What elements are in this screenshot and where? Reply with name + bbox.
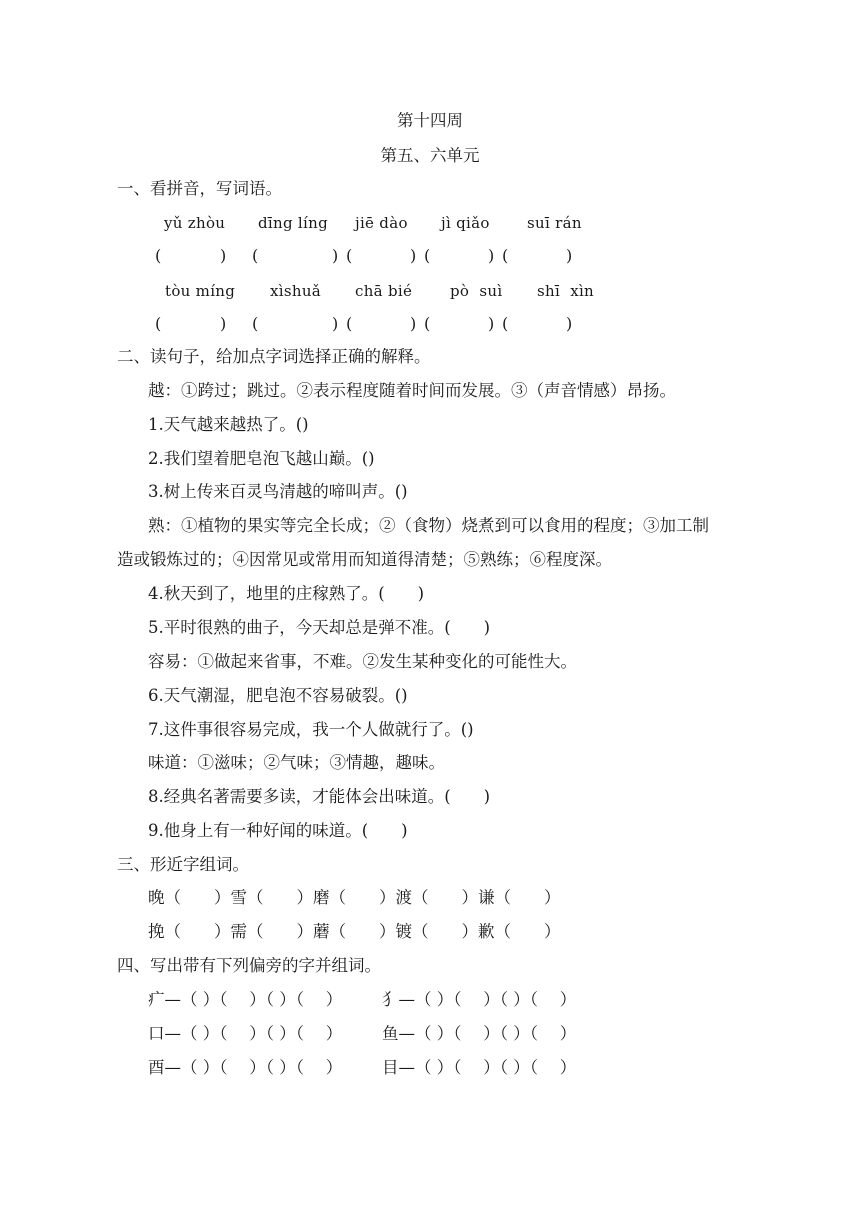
radical-row-1-left: 疒—（ ）（ ）（ ）（ ） [148,990,343,1009]
radical-row-3-left: 酉—（ ）（ ）（ ）（ ） [148,1058,343,1077]
answer-blank-close: ) [488,314,495,333]
section-2-heading: 二、读句子，给加点字词选择正确的解释。 [117,347,431,366]
definition-rongyi: 容易：①做起来省事，不难。②发生某种变化的可能性大。 [148,652,577,671]
radical-row-3-right: 目—（ ）（ ）（ ）（ ） [382,1058,577,1077]
section-4-heading: 四、写出带有下列偏旁的字并组词。 [117,956,381,975]
answer-blank-open: ( [155,246,162,265]
pinyin-item: suī rán [527,214,582,232]
radical-row-2-left: 口—（ ）（ ）（ ）（ ） [148,1024,343,1043]
similar-chars-row-2: 挽（ ）需（ ）蘑（ ）镀（ ）歉（ ） [148,922,561,941]
question-4: 4.秋天到了，地里的庄稼熟了。( ) [148,584,425,603]
answer-blank-open: ( [346,246,353,265]
section-3-heading: 三、形近字组词。 [117,855,249,874]
question-3: 3.树上传来百灵鸟清越的啼叫声。() [148,482,408,501]
pinyin-item: jiē dào [355,214,408,232]
pinyin-item: pò suì [450,282,503,300]
answer-blank-open: ( [424,246,431,265]
question-6: 6.天气潮湿，肥皂泡不容易破裂。() [148,686,408,705]
answer-blank-close: ) [566,314,573,333]
answer-blank-open: ( [155,314,162,333]
answer-blank-close: ) [332,246,339,265]
answer-blank-open: ( [424,314,431,333]
question-7: 7.这件事很容易完成，我一个人做就行了。() [148,720,474,739]
answer-blank-open: ( [252,314,259,333]
answer-blank-close: ) [220,314,227,333]
question-9: 9.他身上有一种好闻的味道。( ) [148,821,408,840]
question-8: 8.经典名著需要多读，才能体会出味道。( ) [148,787,491,806]
answer-blank-close: ) [566,246,573,265]
pinyin-item: yǔ zhòu [164,214,226,232]
pinyin-item: shī xìn [537,282,595,300]
question-2: 2.我们望着肥皂泡飞越山巅。() [148,449,375,468]
answer-blank-open: ( [502,246,509,265]
definition-shu-line-2: 造或锻炼过的；④因常见或常用而知道得清楚；⑤熟练；⑥程度深。 [117,550,612,569]
pinyin-item: xìshuǎ [270,282,322,300]
section-1-heading: 一、看拼音，写词语。 [117,179,282,198]
question-1: 1.天气越来越热了。() [148,415,309,434]
answer-blank-open: ( [252,246,259,265]
answer-blank-close: ) [332,314,339,333]
answer-blank-close: ) [488,246,495,265]
pinyin-item: jì qiǎo [441,214,490,232]
pinyin-item: dīng líng [258,214,328,232]
answer-blank-open: ( [502,314,509,333]
pinyin-item: chā bié [355,282,413,300]
pinyin-item: tòu míng [165,282,236,300]
similar-chars-row-1: 晚（ ）雪（ ）磨（ ）渡（ ）谦（ ） [148,888,561,907]
radical-row-2-right: 鱼—（ ）（ ）（ ）（ ） [382,1024,577,1043]
definition-weidao: 味道：①滋味；②气味；③情趣，趣味。 [148,753,445,772]
answer-blank-close: ) [410,246,417,265]
radical-row-1-right: 犭—（ ）（ ）（ ）（ ） [382,990,577,1009]
answer-blank-open: ( [346,314,353,333]
page-subtitle: 第五、六单元 [380,146,480,165]
question-5: 5.平时很熟的曲子，今天却总是弹不准。( ) [148,618,491,637]
page-title: 第十四周 [397,111,463,130]
definition-shu-line-1: 熟：①植物的果实等完全长成；②（食物）烧煮到可以食用的程度；③加工制 [148,516,709,535]
definition-yue: 越：①跨过；跳过。②表示程度随着时间而发展。③（声音情感）昂扬。 [148,381,676,400]
answer-blank-close: ) [220,246,227,265]
answer-blank-close: ) [410,314,417,333]
